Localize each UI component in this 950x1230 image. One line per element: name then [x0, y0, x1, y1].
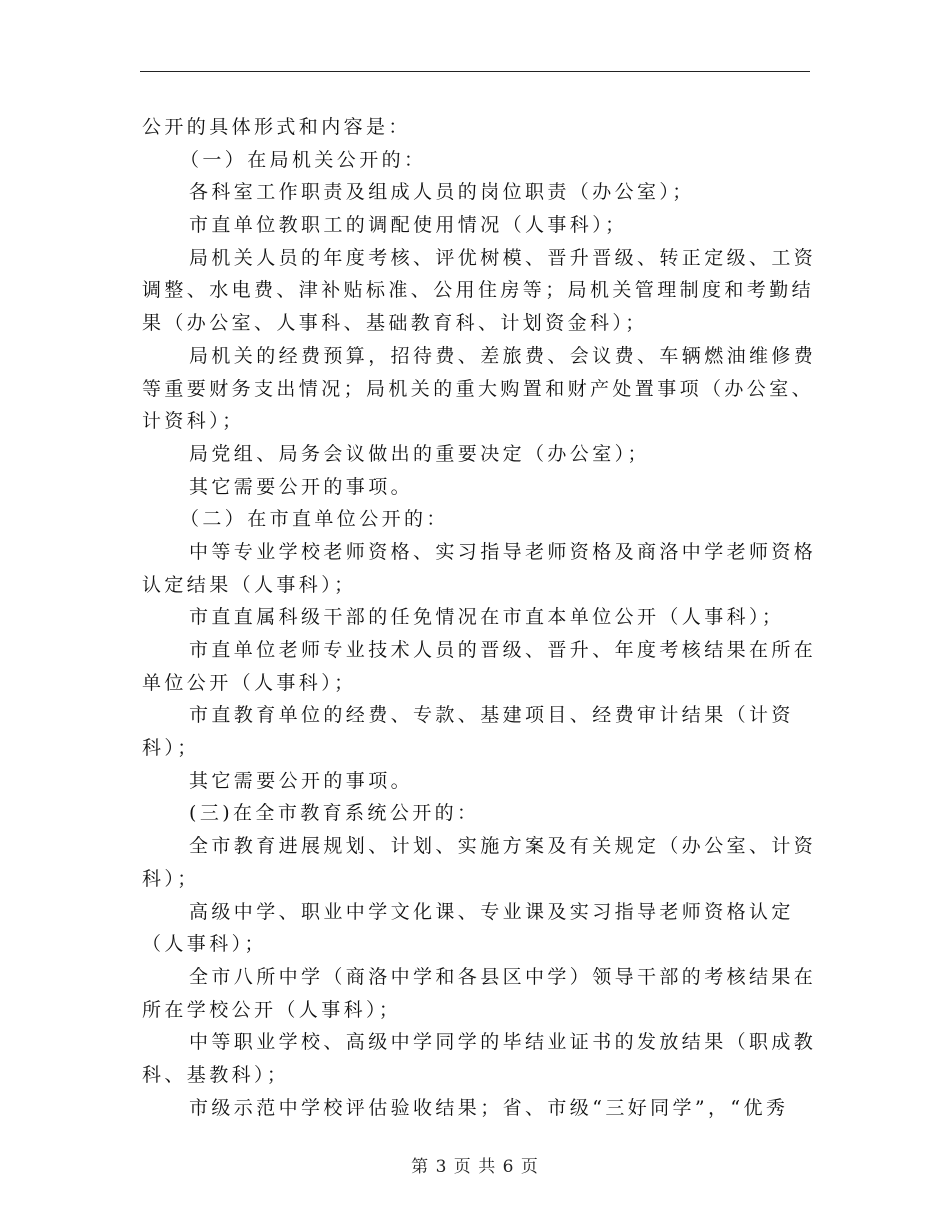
text-line: 全市八所中学（商洛中学和各县区中学）领导干部的考核结果在 [189, 965, 817, 988]
header-rule [140, 71, 810, 72]
text-line: 全市教育进展规划、计划、实施方案及有关规定（办公室、计资 [189, 835, 817, 858]
text-line: 等重要财务支出情况；局机关的重大购置和财产处置事项（办公室、 [142, 377, 815, 400]
text-line: 市直直属科级干部的任免情况在市直本单位公开（人事科）； [189, 606, 785, 629]
text-line: （人事科）； [142, 933, 267, 956]
text-line: 其它需要公开的事项。 [189, 475, 414, 498]
text-line: 市直教育单位的经费、专款、基建项目、经费审计结果（计资 [189, 704, 794, 727]
text-line: 中等职业学校、高级中学同学的毕结业证书的发放结果（职成教 [189, 1031, 817, 1054]
text-line: (三)在全市教育系统公开的： [189, 802, 480, 825]
text-line: 单位公开（人事科）； [142, 671, 357, 694]
text-line: 高级中学、职业中学文化课、专业课及实习指导老师资格认定 [189, 900, 794, 923]
text-line: 中等专业学校老师资格、实习指导老师资格及商洛中学老师资格 [189, 540, 817, 563]
text-line: （二）在市直单位公开的： [180, 508, 449, 531]
text-line: 市级示范中学校评估验收结果；省、市级“三好同学”，“优秀 [189, 1096, 789, 1119]
text-line: （一）在局机关公开的： [180, 148, 427, 171]
text-line: 计资科）； [142, 410, 245, 433]
text-line: 局机关的经费预算，招待费、差旅费、会议费、车辆燃油维修费 [189, 344, 817, 367]
text-line: 市直单位老师专业技术人员的晋级、晋升、年度考核结果在所在 [189, 639, 817, 661]
text-line: 各科室工作职责及组成人员的岗位职责（办公室）； [189, 181, 695, 204]
text-line: 科）； [142, 867, 200, 890]
text-line: 科）； [142, 737, 200, 760]
text-line: 所在学校公开（人事科）； [142, 998, 402, 1021]
text-line: 公开的具体形式和内容是： [142, 116, 411, 138]
text-line: 局党组、局务会议做出的重要决定（办公室）； [189, 442, 650, 465]
text-line: 果（办公室、人事科、基础教育科、计划资金科）； [142, 312, 648, 335]
text-line: 其它需要公开的事项。 [189, 769, 414, 792]
page-number: 第 3 页 共 6 页 [411, 1157, 539, 1177]
text-line: 局机关人员的年度考核、评优树模、晋升晋级、转正定级、工资 [189, 246, 817, 269]
text-line: 市直单位教职工的调配使用情况（人事科）； [189, 214, 628, 237]
text-line: 认定结果（人事科）； [142, 573, 357, 596]
text-line: 调整、水电费、津补贴标准、公用住房等；局机关管理制度和考勤结 [142, 279, 815, 302]
document-body [142, 111, 817, 1124]
text-line: 科、基教科）； [142, 1063, 290, 1086]
